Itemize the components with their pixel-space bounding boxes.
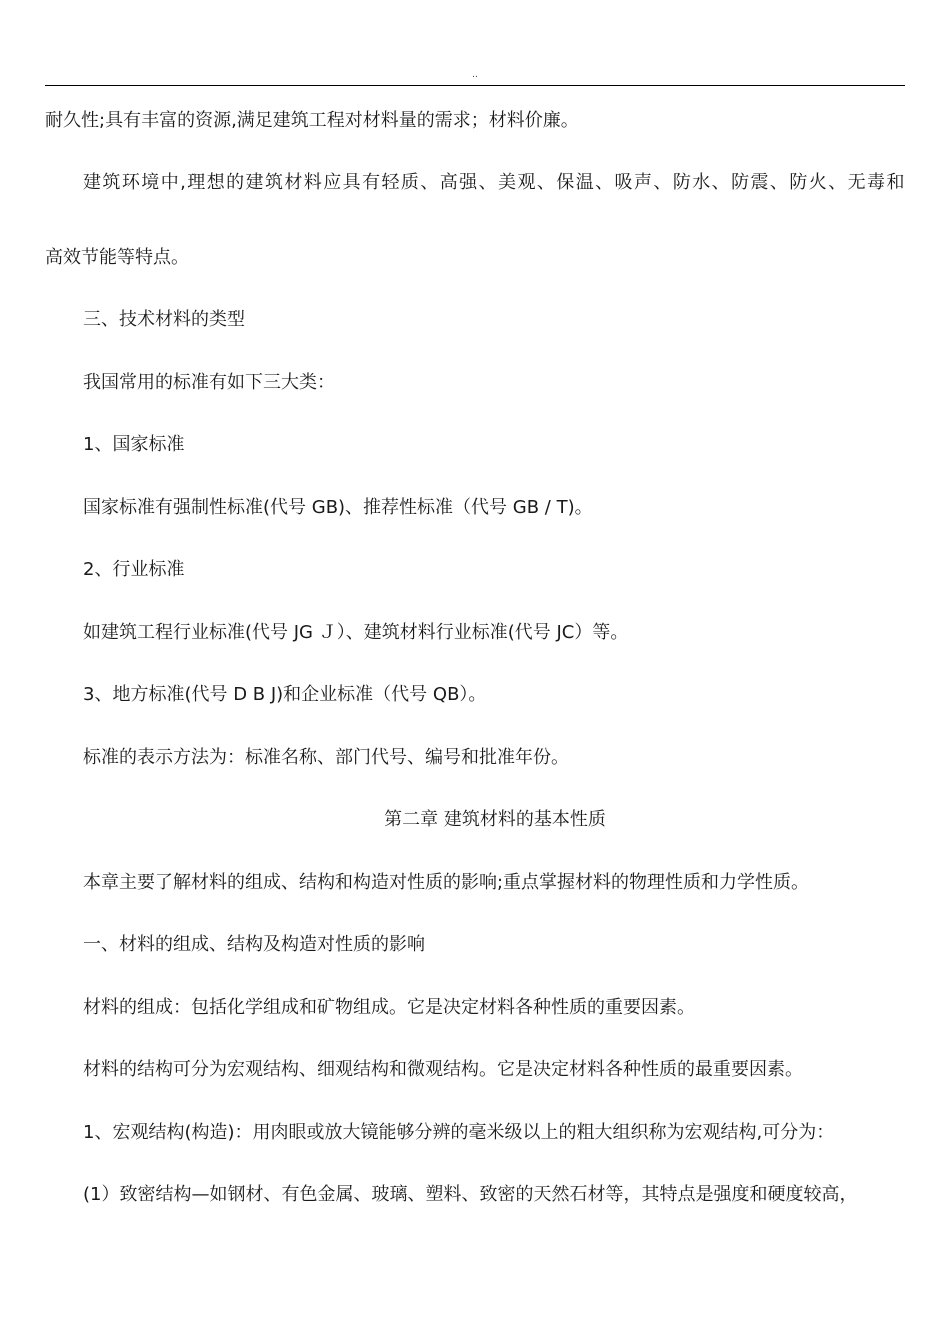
section-heading: 三、技术材料的类型 (83, 309, 245, 330)
paragraph-line: 1、宏观结构(构造)：用肉眼或放大镜能够分辨的毫米级以上的粗大组织称为宏观结构,可分为： (83, 1122, 835, 1143)
paragraph-line: 材料的组成：包括化学组成和矿物组成。它是决定材料各种性质的重要因素。 (83, 997, 695, 1018)
list-heading: 3、地方标准(代号 D B J)和企业标准（代号 QB）。 (83, 684, 487, 705)
paragraph-line: 国家标准有强制性标准(代号 GB)、推荐性标准（代号 GB / T)。 (83, 497, 593, 518)
list-heading: 1、国家标准 (83, 434, 185, 455)
paragraph-line-justified: 建 筑 环 境 中 , 理 想 的 建 筑 材 料 应 具 有 轻 质 、 高 强 、 美 观 、 保 温 、 吸 声 、 防 水 、 防 震 、 防 火 、 无 毒 和 (83, 172, 905, 193)
paragraph-line: 耐久性;具有丰富的资源,满足建筑工程对材料量的需求；材料价廉。 (45, 110, 579, 131)
section-heading: 一、材料的组成、结构及构造对性质的影响 (83, 934, 425, 955)
paragraph-line: (1）致密结构—如钢材、有色金属、玻璃、塑料、致密的天然石材等，其特点是强度和硬度较高， (83, 1184, 858, 1205)
header-mark: .. (472, 70, 478, 80)
paragraph-line: 材料的结构可分为宏观结构、细观结构和微观结构。它是决定材料各种性质的最重要因素。 (83, 1059, 803, 1080)
paragraph-line: 标准的表示方法为：标准名称、部门代号、编号和批准年份。 (83, 747, 569, 768)
paragraph-line: 如建筑工程行业标准(代号 JG Ｊ）、建筑材料行业标准(代号 JC）等。 (83, 622, 629, 643)
paragraph-line: 我国常用的标准有如下三大类： (83, 372, 335, 393)
chapter-title: 第二章 建筑材料的基本性质 (384, 809, 606, 830)
paragraph-line: 本章主要了解材料的组成、结构和构造对性质的影响;重点掌握材料的物理性质和力学性质。 (83, 872, 810, 893)
header-rule (45, 85, 905, 86)
paragraph-line: 高效节能等特点。 (45, 247, 189, 268)
list-heading: 2、行业标准 (83, 559, 185, 580)
